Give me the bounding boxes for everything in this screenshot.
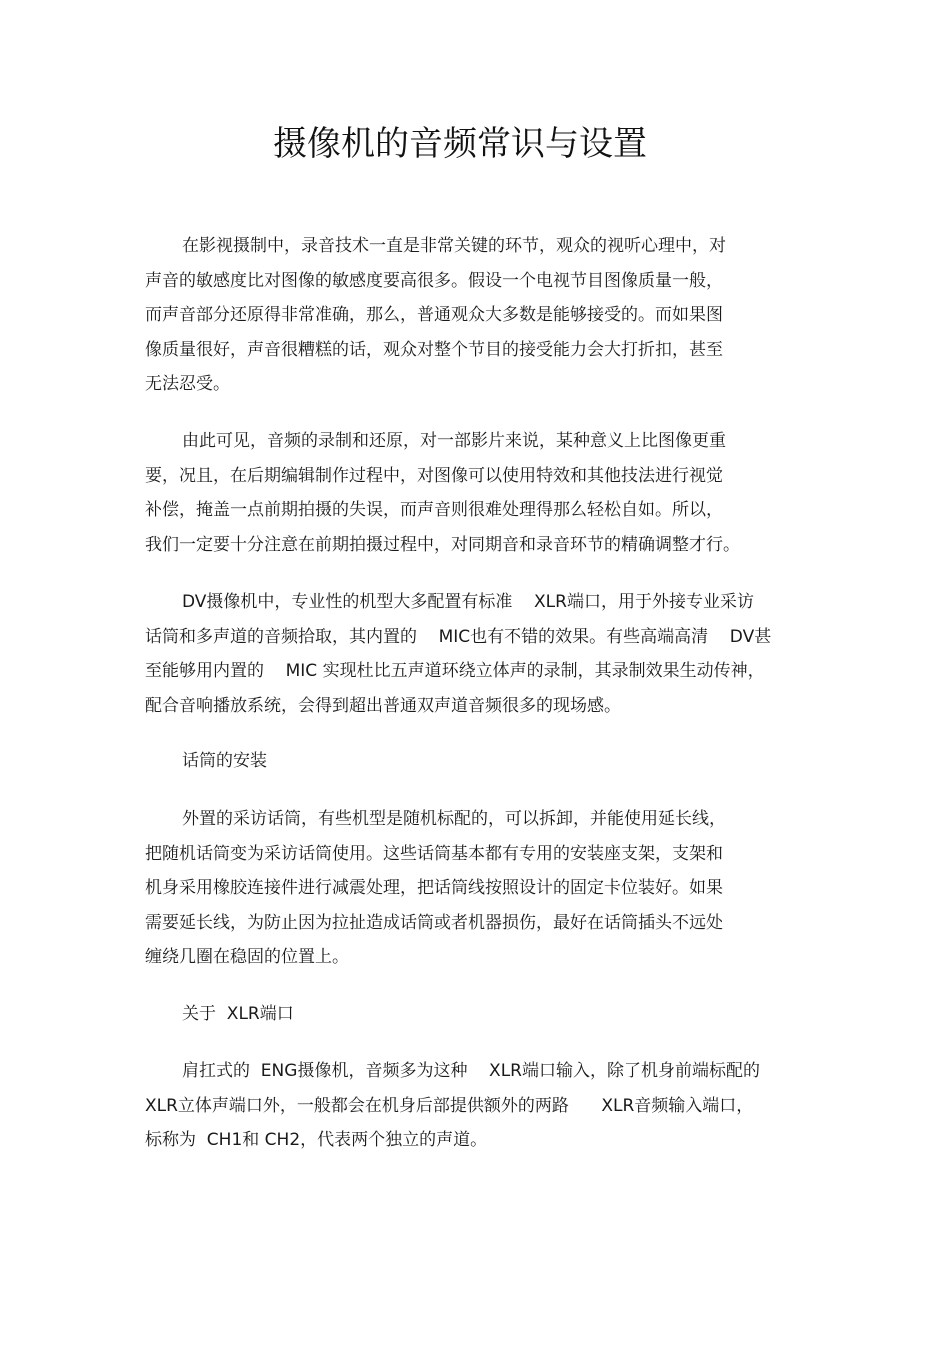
paragraph-line: 而声音部分还原得非常准确，那么，普通观众大多数是能够接受的。而如果图 bbox=[145, 305, 723, 325]
paragraph-line: 声音的敏感度比对图像的敏感度要高很多。假设一个电视节目图像质量一般， bbox=[145, 270, 723, 291]
paragraph-line: 在影视摄制中，录音技术一直是非常关键的环节，观众的视听心理中，对 bbox=[182, 236, 726, 256]
paragraph-line: 外置的采访话筒，有些机型是随机标配的，可以拆卸，并能使用延长线， bbox=[182, 809, 726, 829]
paragraph-line: 需要延长线，为防止因为拉扯造成话筒或者机器损伤，最好在话筒插头不远处 bbox=[145, 912, 723, 933]
paragraph-dv-camera bbox=[145, 585, 815, 723]
paragraph-line: 像质量很好，声音很糟糕的话，观众对整个节目的接受能力会大打折扣，甚至 bbox=[145, 339, 723, 360]
document-title: 摄像机的音频常识与设置 bbox=[273, 124, 647, 164]
paragraph-line: 把随机话筒变为采访话筒使用。这些话筒基本都有专用的安装座支架，支架和 bbox=[145, 843, 723, 864]
paragraph-external-mic bbox=[145, 802, 815, 975]
paragraph-line: 至能够用内置的 MIC 实现杜比五声道环绕立体声的录制，其录制效果生动传神， bbox=[145, 661, 765, 681]
paragraph-intro bbox=[145, 229, 815, 402]
paragraph-line: 标称为 CH1和 CH2，代表两个独立的声道。 bbox=[145, 1130, 488, 1150]
section-heading-mic-install: 话筒的安装 bbox=[182, 751, 267, 771]
paragraph-line: 要，况且，在后期编辑制作过程中，对图像可以使用特效和其他技法进行视觉 bbox=[145, 465, 723, 486]
paragraph-line: 配合音响播放系统，会得到超出普通双声道音频很多的现场感。 bbox=[145, 695, 621, 716]
paragraph-line: 缠绕几圈在稳固的位置上。 bbox=[145, 947, 349, 967]
section-heading-xlr-port: 关于 XLR端口 bbox=[182, 1004, 294, 1024]
paragraph-line: 机身采用橡胶连接件进行减震处理，把话筒线按照设计的固定卡位装好。如果 bbox=[145, 878, 723, 898]
paragraph-line: XLR立体声端口外，一般都会在机身后部提供额外的两路 XLR音频输入端口， bbox=[145, 1095, 754, 1116]
paragraph-audio-importance bbox=[145, 424, 815, 562]
paragraph-eng-camera bbox=[145, 1054, 815, 1158]
paragraph-line: 无法忍受。 bbox=[145, 374, 230, 394]
paragraph-line: 我们一定要十分注意在前期拍摄过程中，对同期音和录音环节的精确调整才行。 bbox=[145, 534, 740, 555]
paragraph-line: 由此可见，音频的录制和还原，对一部影片来说，某种意义上比图像更重 bbox=[182, 431, 726, 451]
paragraph-line: 肩扛式的 ENG摄像机，音频多为这种 XLR端口输入，除了机身前端标配的 bbox=[182, 1061, 760, 1081]
paragraph-line: 话筒和多声道的音频拾取，其内置的 MIC也有不错的效果。有些高端高清 DV甚 bbox=[145, 626, 772, 647]
paragraph-line: DV摄像机中，专业性的机型大多配置有标准 XLR端口，用于外接专业采访 bbox=[182, 592, 754, 612]
paragraph-line: 补偿，掩盖一点前期拍摄的失误，而声音则很难处理得那么轻松自如。所以， bbox=[145, 500, 723, 520]
